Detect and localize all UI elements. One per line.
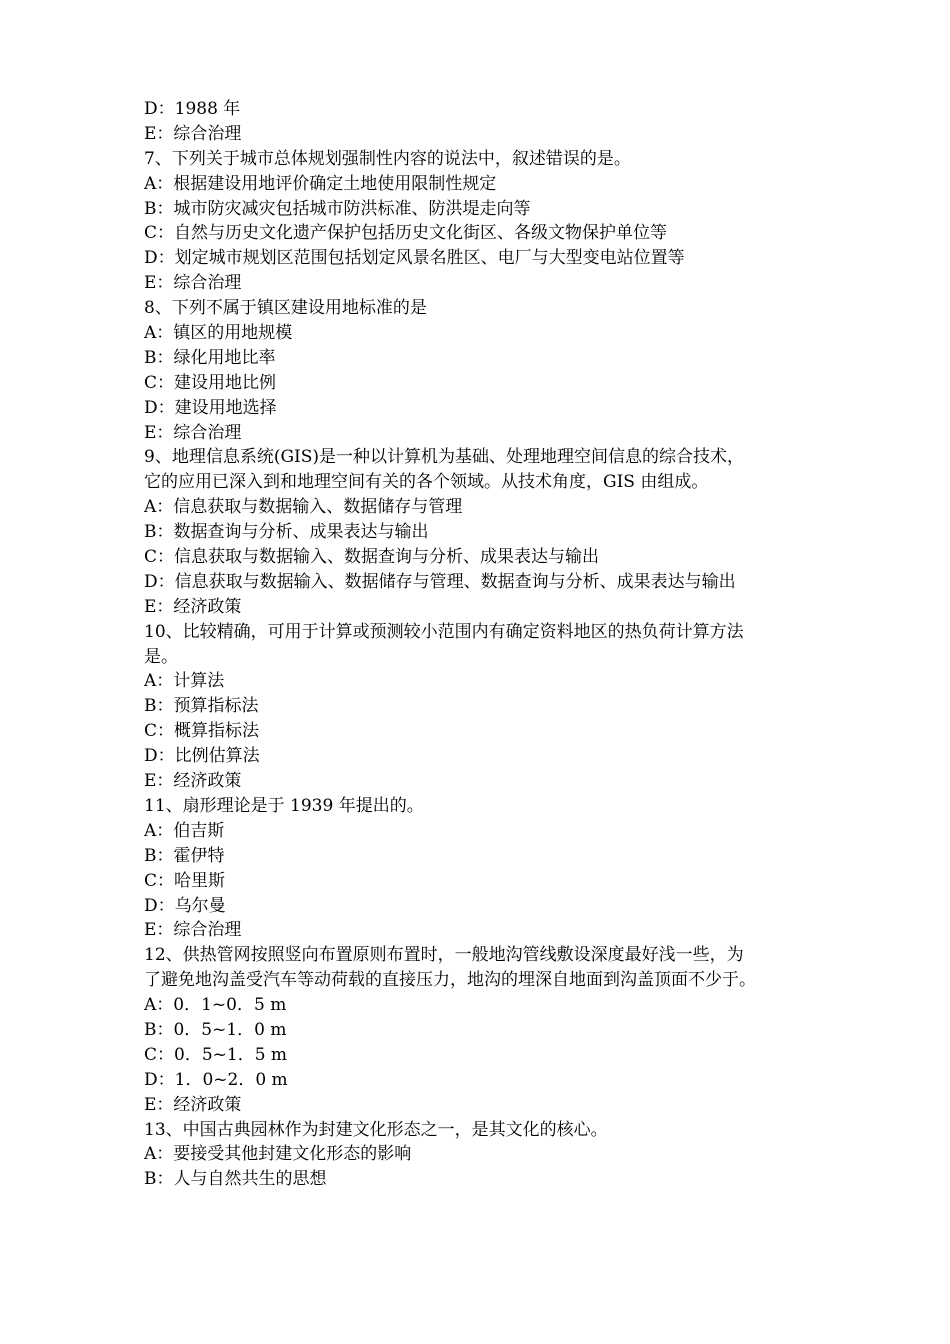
option-e: E：经济政策 [144, 596, 242, 617]
option-e: E：经济政策 [144, 1094, 242, 1115]
option-d: D：信息获取与数据输入、数据储存与管理、数据查询与分析、成果表达与输出 [144, 571, 736, 592]
option-b: B：绿化用地比率 [144, 347, 276, 368]
option-c: C：0．5~1．5 m [144, 1044, 288, 1065]
option-d: D：建设用地选择 [144, 397, 277, 418]
question-10-cont: 是。 [144, 646, 178, 667]
option-d: D：比例估算法 [144, 746, 260, 767]
question-7: 7、下列关于城市总体规划强制性内容的说法中，叙述错误的是。 [144, 148, 631, 169]
question-12-cont: 了避免地沟盖受汽车等动荷载的直接压力，地沟的埋深自地面到沟盖顶面不少于。 [144, 970, 756, 991]
option-a: A：计算法 [144, 671, 225, 692]
question-12: 12、供热管网按照竖向布置原则布置时，一般地沟管线敷设深度最好浅一些，为 [144, 945, 744, 966]
text-line: D：1988 年 [144, 99, 241, 119]
question-13: 13、中国古典园林作为封建文化形态之一，是其文化的核心。 [144, 1119, 608, 1140]
option-a: A：镇区的用地规模 [144, 323, 293, 344]
option-a: A：0．1~0．5 m [144, 995, 287, 1016]
option-e: E：综合治理 [144, 422, 242, 443]
option-b: B：人与自然共生的思想 [144, 1169, 327, 1190]
option-e: E：经济政策 [144, 771, 242, 792]
option-b: B：城市防灾减灾包括城市防洪标准、防洪堤走向等 [144, 198, 531, 219]
option-b: B：数据查询与分析、成果表达与输出 [144, 522, 429, 543]
option-c: C：自然与历史文化遗产保护包括历史文化街区、各级文物保护单位等 [144, 223, 668, 244]
option-a: A：信息获取与数据输入、数据储存与管理 [144, 497, 463, 518]
option-d: D：1．0~2．0 m [144, 1069, 288, 1090]
option-e: E：综合治理 [144, 273, 242, 294]
question-10: 10、比较精确，可用于计算或预测较小范围内有确定资料地区的热负荷计算方法 [144, 621, 744, 642]
option-c: C：哈里斯 [144, 870, 226, 891]
option-b: B：预算指标法 [144, 696, 259, 717]
option-d: D：乌尔曼 [144, 895, 226, 916]
question-9-cont: 它的应用已深入到和地理空间有关的各个领域。从技术角度，GIS 由组成。 [144, 472, 709, 493]
text-line: E：综合治理 [144, 123, 242, 144]
option-c: C：建设用地比例 [144, 372, 277, 393]
option-c: C：概算指标法 [144, 721, 260, 742]
question-8: 8、下列不属于镇区建设用地标准的是 [144, 298, 427, 319]
option-b: B：霍伊特 [144, 845, 225, 866]
option-a: A：伯吉斯 [144, 820, 225, 841]
option-b: B：0．5~1．0 m [144, 1019, 287, 1040]
option-a: A：要接受其他封建文化形态的影响 [144, 1144, 412, 1165]
option-a: A：根据建设用地评价确定土地使用限制性规定 [144, 173, 497, 194]
question-11: 11、扇形理论是于 1939 年提出的。 [144, 795, 424, 816]
document-page [144, 97, 824, 1192]
option-d: D：划定城市规划区范围包括划定风景名胜区、电厂与大型变电站位置等 [144, 248, 685, 269]
option-c: C：信息获取与数据输入、数据查询与分析、成果表达与输出 [144, 547, 600, 568]
option-e: E：综合治理 [144, 920, 242, 941]
question-9: 9、地理信息系统(GIS)是一种以计算机为基础、处理地理空间信息的综合技术， [144, 447, 745, 468]
